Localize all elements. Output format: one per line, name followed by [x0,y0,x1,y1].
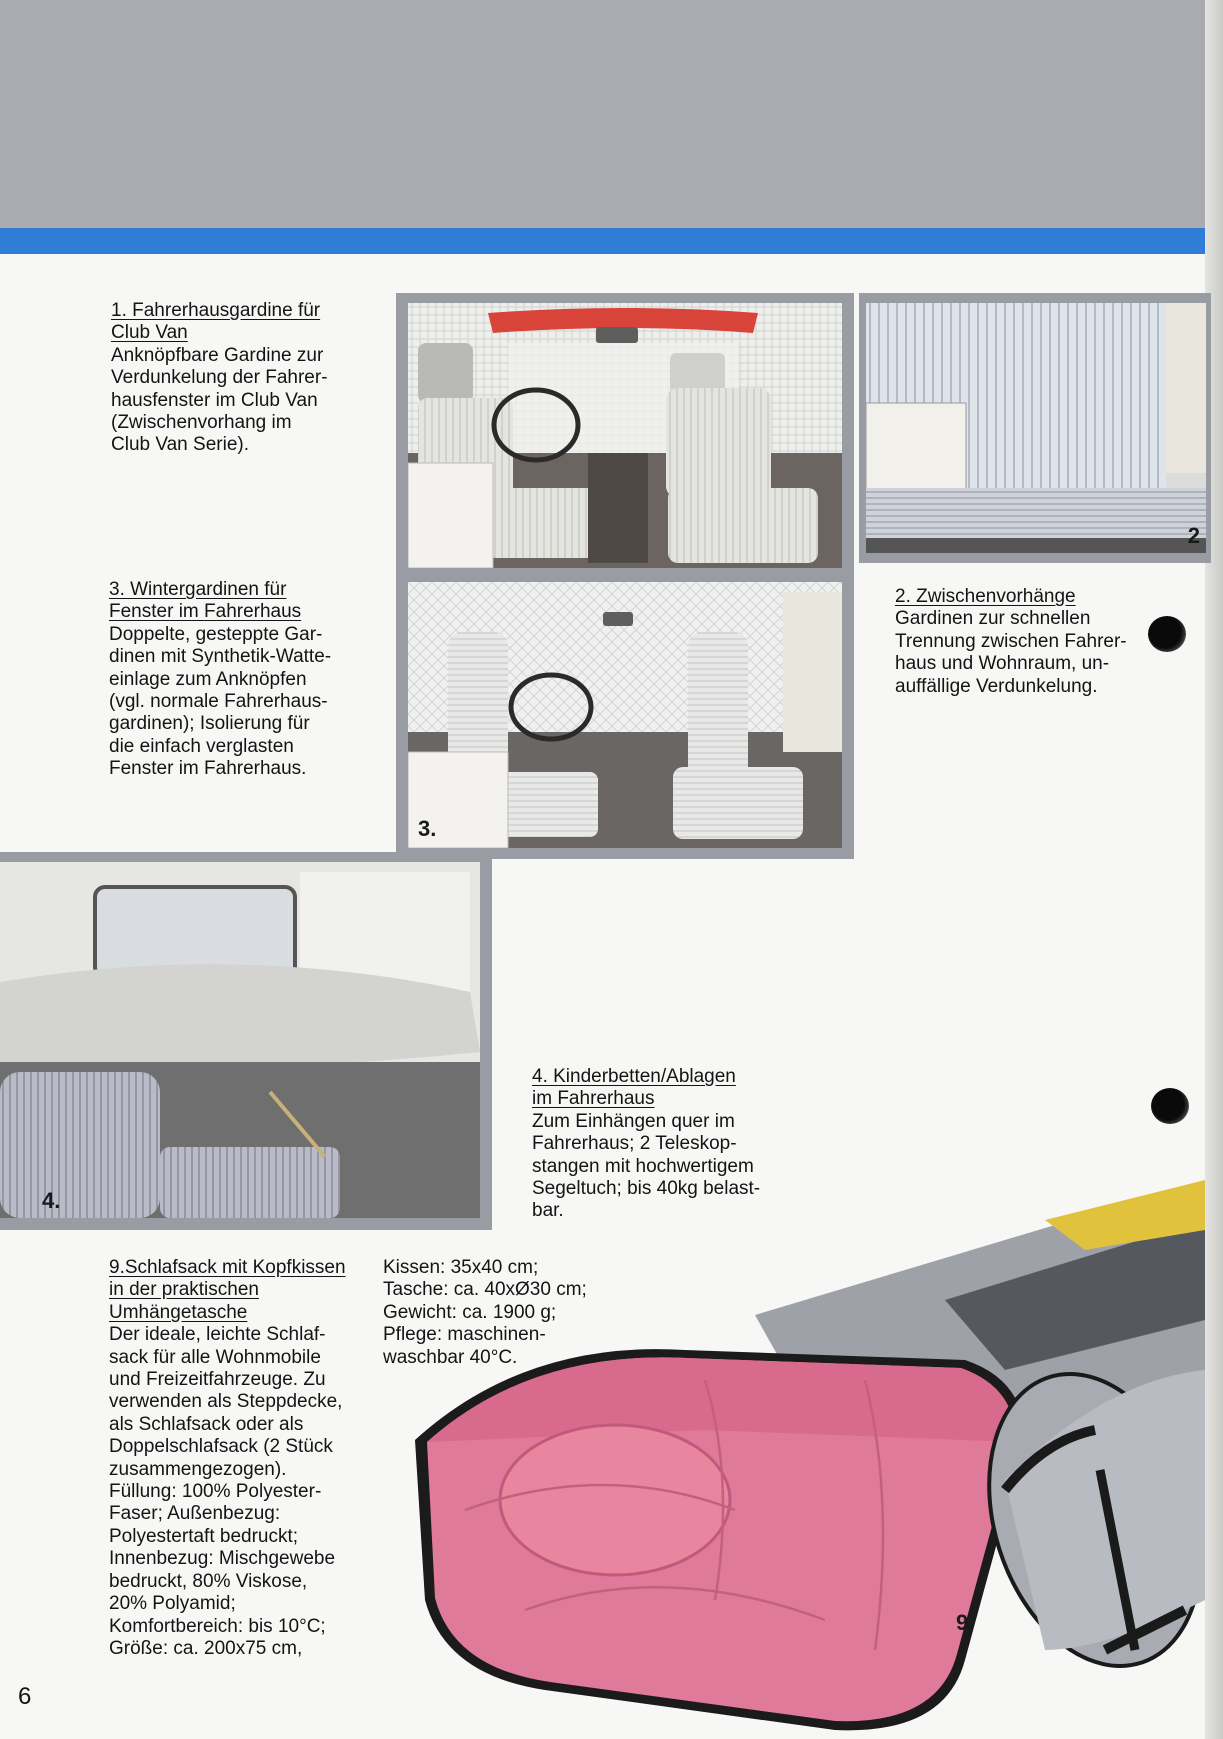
item-2-body: Gardinen zur schnellen Trennung zwischen Fahrer- haus und Wohnraum, un- auffällige Verdunkelung. [895,608,1127,697]
photo-3-winter-curtains [408,582,842,848]
photo-2-illustration [866,303,1206,553]
photo-9-sleeping-bag [405,1180,1205,1739]
binder-hole-bottom [1151,1088,1189,1124]
item-9-heading: 9.Schlafsack mit Kopfkissen in der praktischen Umhängetasche [109,1257,346,1323]
top-gray-band [0,0,1223,228]
photo-3-illustration [408,582,842,848]
item-2-heading: 2. Zwischenvorhänge [895,586,1076,607]
blue-stripe [0,228,1223,254]
item-1-text [111,300,371,457]
item-1-heading: 1. Fahrerhausgardine für Club Van [111,300,321,344]
photo-9-illustration [405,1180,1205,1739]
page-edge [1205,0,1223,1739]
photo-4-child-bed [0,862,480,1218]
item-9-text [109,1257,379,1660]
photo-4-illustration [0,862,480,1218]
photo-2-partition-curtains [866,303,1206,553]
photo-1-driver-cab-curtain [408,303,842,568]
photo-1-illustration [408,303,842,568]
item-3-text [109,579,379,781]
item-3-heading: 3. Wintergardinen für Fenster im Fahrerhaus [109,579,302,623]
binder-hole-top [1148,616,1186,652]
item-3-body: Doppelte, gesteppte Gar- dinen mit Synthetik-Watte- einlage zum Anknöpfen (vgl. normale Fahrerhaus- gardinen); Isolierung für die einfach verglasten Fenster im Fahrerhaus. [109,623,332,780]
photo-4-label: 4. [42,1188,61,1213]
item-2-text [895,586,1155,698]
photo-3-label: 3. [418,816,437,841]
item-4-heading: 4. Kinderbetten/Ablagen im Fahrerhaus [532,1066,736,1110]
item-4-body: Zum Einhängen quer im Fahrerhaus; 2 Teleskop- stangen mit hochwertigem Segeltuch; bis 40kg belast- bar. [532,1110,761,1222]
page-number: 6 [18,1683,32,1710]
item-1-body: Anknöpfbare Gardine zur Verdunkelung der Fahrer- hausfenster im Club Van (Zwischenvorhang im Club Van Serie). [111,344,328,456]
item-9-body: Der ideale, leichte Schlaf- sack für alle Wohnmobile und Freizeitfahrzeuge. Zu verwenden als Steppdecke, als Schlafsack oder als Doppelschlafsack (2 Stück zusammengezogen). Füllung: 100% Polyester- Faser; Außenbezug: Polyestertaft bedruckt; Innenbezug: Mischgewebe bedruckt, 80% Viskose, 20% Polyamid; Komfortbereich: bis 10°C; Größe: ca. 200x75 cm, [109,1324,343,1659]
item-9-spec-lines: Kissen: 35x40 cm; Tasche: ca. 40xØ30 cm; Gewicht: ca. 1900 g; Pflege: maschinen- waschbar 40°C. [383,1257,587,1368]
photo-9-label: 9. [956,1610,975,1635]
photo-2-label: 2 [1187,523,1200,548]
